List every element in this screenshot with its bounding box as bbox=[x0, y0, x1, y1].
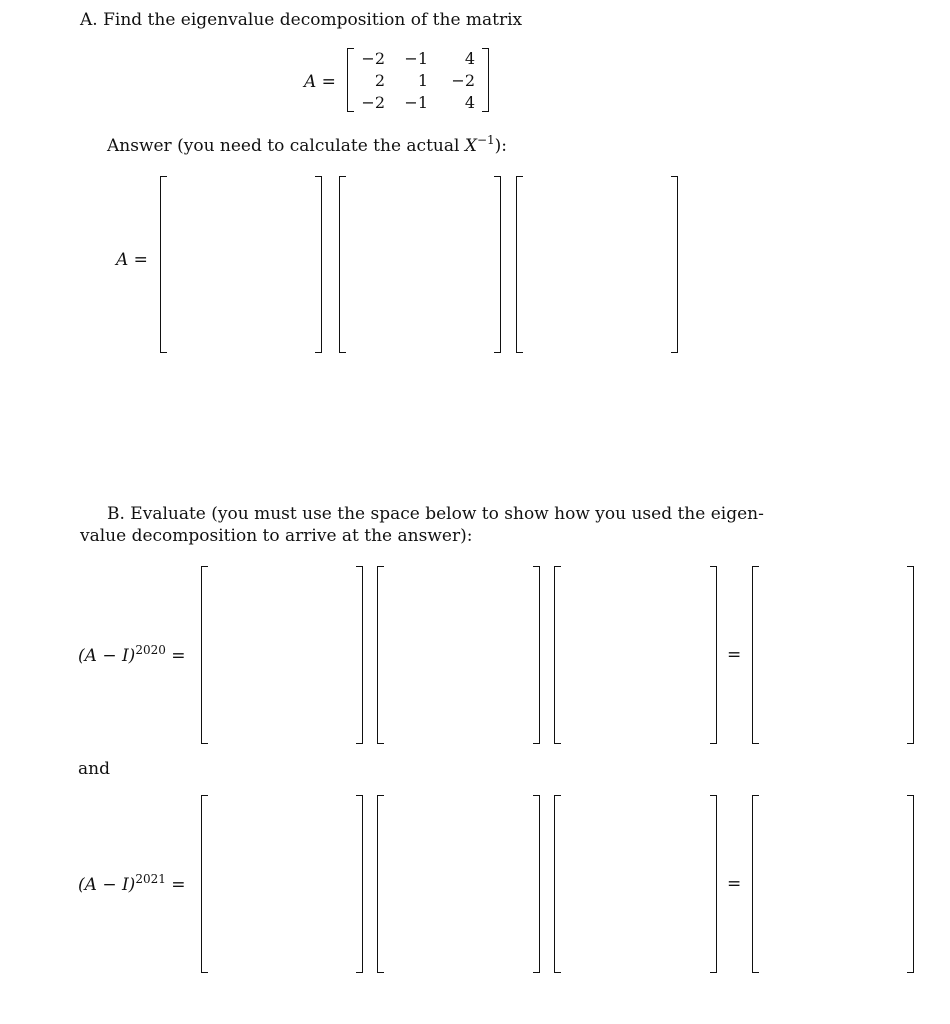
answer-variable: X bbox=[464, 136, 477, 156]
answer-prefix: Answer (you need to calculate the actual bbox=[107, 136, 465, 156]
matrix-label: A = bbox=[304, 72, 336, 92]
expression-2020 bbox=[78, 643, 186, 666]
answer-suffix: ): bbox=[494, 136, 508, 156]
matrix-cell: −1 bbox=[404, 93, 428, 112]
matrix-right-bracket bbox=[482, 48, 489, 112]
matrix-cell: −1 bbox=[404, 49, 428, 68]
matrix-cell: −2 bbox=[451, 71, 475, 90]
decomposition-label: A = bbox=[116, 250, 148, 270]
expression-exponent: 2020 bbox=[135, 643, 166, 657]
answer-exponent: −1 bbox=[476, 133, 495, 147]
matrix-cell: 4 bbox=[464, 49, 475, 68]
connector-and: and bbox=[78, 759, 110, 779]
equals-sign: = bbox=[171, 646, 186, 666]
part-b-heading-line2: value decomposition to arrive at the answer): bbox=[80, 526, 473, 546]
equals-sign: = bbox=[727, 645, 742, 665]
matrix-left-bracket bbox=[347, 48, 354, 112]
part-a-heading: A. Find the eigenvalue decomposition of the matrix bbox=[80, 10, 523, 30]
expression-exponent: 2021 bbox=[135, 872, 166, 886]
matrix-cell: 2 bbox=[374, 71, 385, 90]
matrix-cell: 1 bbox=[417, 71, 428, 90]
matrix-cell: −2 bbox=[361, 49, 385, 68]
answer-instruction bbox=[107, 133, 507, 156]
matrix-cell: −2 bbox=[361, 93, 385, 112]
expression-2021 bbox=[78, 872, 186, 895]
part-b-heading-line1: B. Evaluate (you must use the space below to show how you used the eigen- bbox=[107, 504, 764, 524]
equals-sign: = bbox=[727, 874, 742, 894]
expression-base: (A − I) bbox=[78, 875, 136, 895]
equals-sign: = bbox=[171, 875, 186, 895]
matrix-cell: 4 bbox=[464, 93, 475, 112]
expression-base: (A − I) bbox=[78, 646, 136, 666]
